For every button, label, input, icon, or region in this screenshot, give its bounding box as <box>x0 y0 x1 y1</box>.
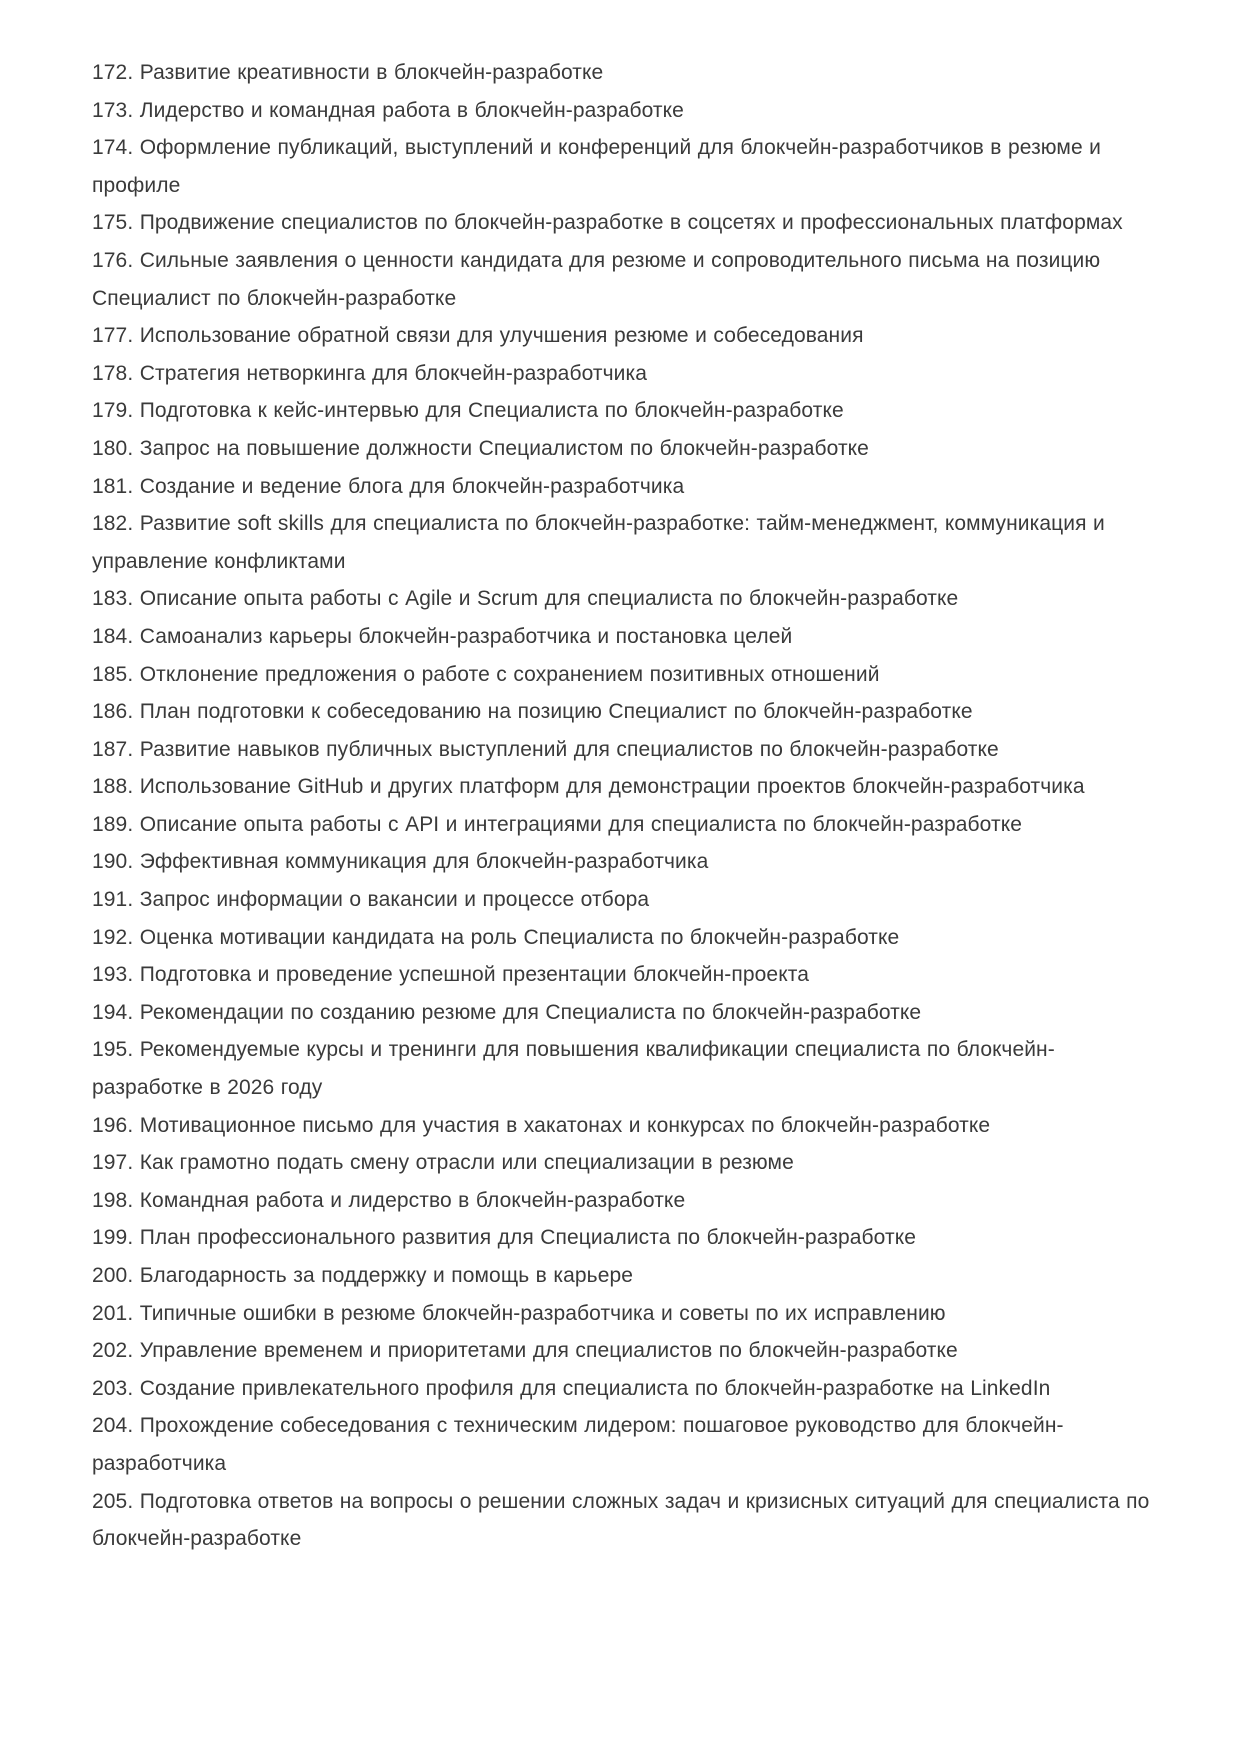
list-item: 172. Развитие креативности в блокчейн-разработке <box>92 61 604 84</box>
list-item: 186. План подготовки к собеседованию на позицию Специалист по блокчейн-разработке <box>92 700 973 724</box>
list-item: 173. Лидерство и командная работа в блокчейн-разработке <box>92 98 684 122</box>
list-item: 201. Типичные ошибки в резюме блокчейн-разработчика и советы по их исправлению <box>92 1301 946 1325</box>
list-item: 184. Самоанализ карьеры блокчейн-разработчика и постановка целей <box>92 624 793 648</box>
list-item: 193. Подготовка и проведение успешной презентации блокчейн-проекта <box>92 963 809 987</box>
numbered-list <box>92 54 1155 1558</box>
list-item: 181. Создание и ведение блога для блокчейн-разработчика <box>92 474 685 498</box>
list-item: 177. Использование обратной связи для улучшения резюме и собеседования <box>92 324 864 348</box>
list-item: 188. Использование GitHub и других платформ для демонстрации проектов блокчейн-разработчика <box>92 775 1085 799</box>
list-item: 182. Развитие soft skills для специалиста по блокчейн-разработке: тайм-менеджмент, коммуникация и управление конфликтами <box>92 512 1105 573</box>
list-item: 204. Прохождение собеседования с техническим лидером: пошаговое руководство для блокчейн-разработчика <box>92 1414 1064 1475</box>
list-item: 198. Командная работа и лидерство в блокчейн-разработке <box>92 1188 686 1212</box>
list-item: 199. План профессионального развития для Специалиста по блокчейн-разработке <box>92 1226 917 1250</box>
list-item: 202. Управление временем и приоритетами для специалистов по блокчейн-разработке <box>92 1339 958 1363</box>
list-item: 194. Рекомендации по созданию резюме для Специалиста по блокчейн-разработке <box>92 1000 922 1024</box>
list-item: 203. Создание привлекательного профиля для специалиста по блокчейн-разработке на LinkedIn <box>92 1376 1051 1400</box>
list-item: 178. Стратегия нетворкинга для блокчейн-разработчика <box>92 361 648 385</box>
list-item: 196. Мотивационное письмо для участия в хакатонах и конкурсах по блокчейн-разработке <box>92 1113 991 1137</box>
list-item: 200. Благодарность за поддержку и помощь в карьере <box>92 1264 634 1287</box>
list-item: 176. Сильные заявления о ценности кандидата для резюме и сопроводительного письма на позицию Специалист по блокчейн-разработке <box>92 248 1101 310</box>
list-item: 175. Продвижение специалистов по блокчейн-разработке в соцсетях и профессиональных платформах <box>92 211 1123 235</box>
list-item: 189. Описание опыта работы с API и интеграциями для специалиста по блокчейн-разработке <box>92 812 1022 836</box>
list-item: 180. Запрос на повышение должности Специалистом по блокчейн-разработке <box>92 436 869 460</box>
list-item: 183. Описание опыта работы с Agile и Scrum для специалиста по блокчейн-разработке <box>92 587 959 611</box>
list-item: 195. Рекомендуемые курсы и тренинги для повышения квалификации специалиста по блокчейн-разработке в 2026 году <box>92 1038 1055 1100</box>
list-item: 205. Подготовка ответов на вопросы о решении сложных задач и кризисных ситуаций для специалиста по блокчейн-разработке <box>92 1489 1150 1551</box>
list-item: 190. Эффективная коммуникация для блокчейн-разработчика <box>92 850 709 874</box>
list-item: 179. Подготовка к кейс-интервью для Специалиста по блокчейн-разработке <box>92 399 844 423</box>
list-item: 185. Отклонение предложения о работе с сохранением позитивных отношений <box>92 662 880 686</box>
list-item: 191. Запрос информации о вакансии и процессе отбора <box>92 888 650 912</box>
list-item: 174. Оформление публикаций, выступлений и конференций для блокчейн-разработчиков в резюме и профиле <box>92 136 1101 197</box>
list-item: 192. Оценка мотивации кандидата на роль Специалиста по блокчейн-разработке <box>92 925 900 949</box>
list-item: 197. Как грамотно подать смену отрасли или специализации в резюме <box>92 1151 794 1175</box>
list-item: 187. Развитие навыков публичных выступлений для специалистов по блокчейн-разработке <box>92 737 999 761</box>
